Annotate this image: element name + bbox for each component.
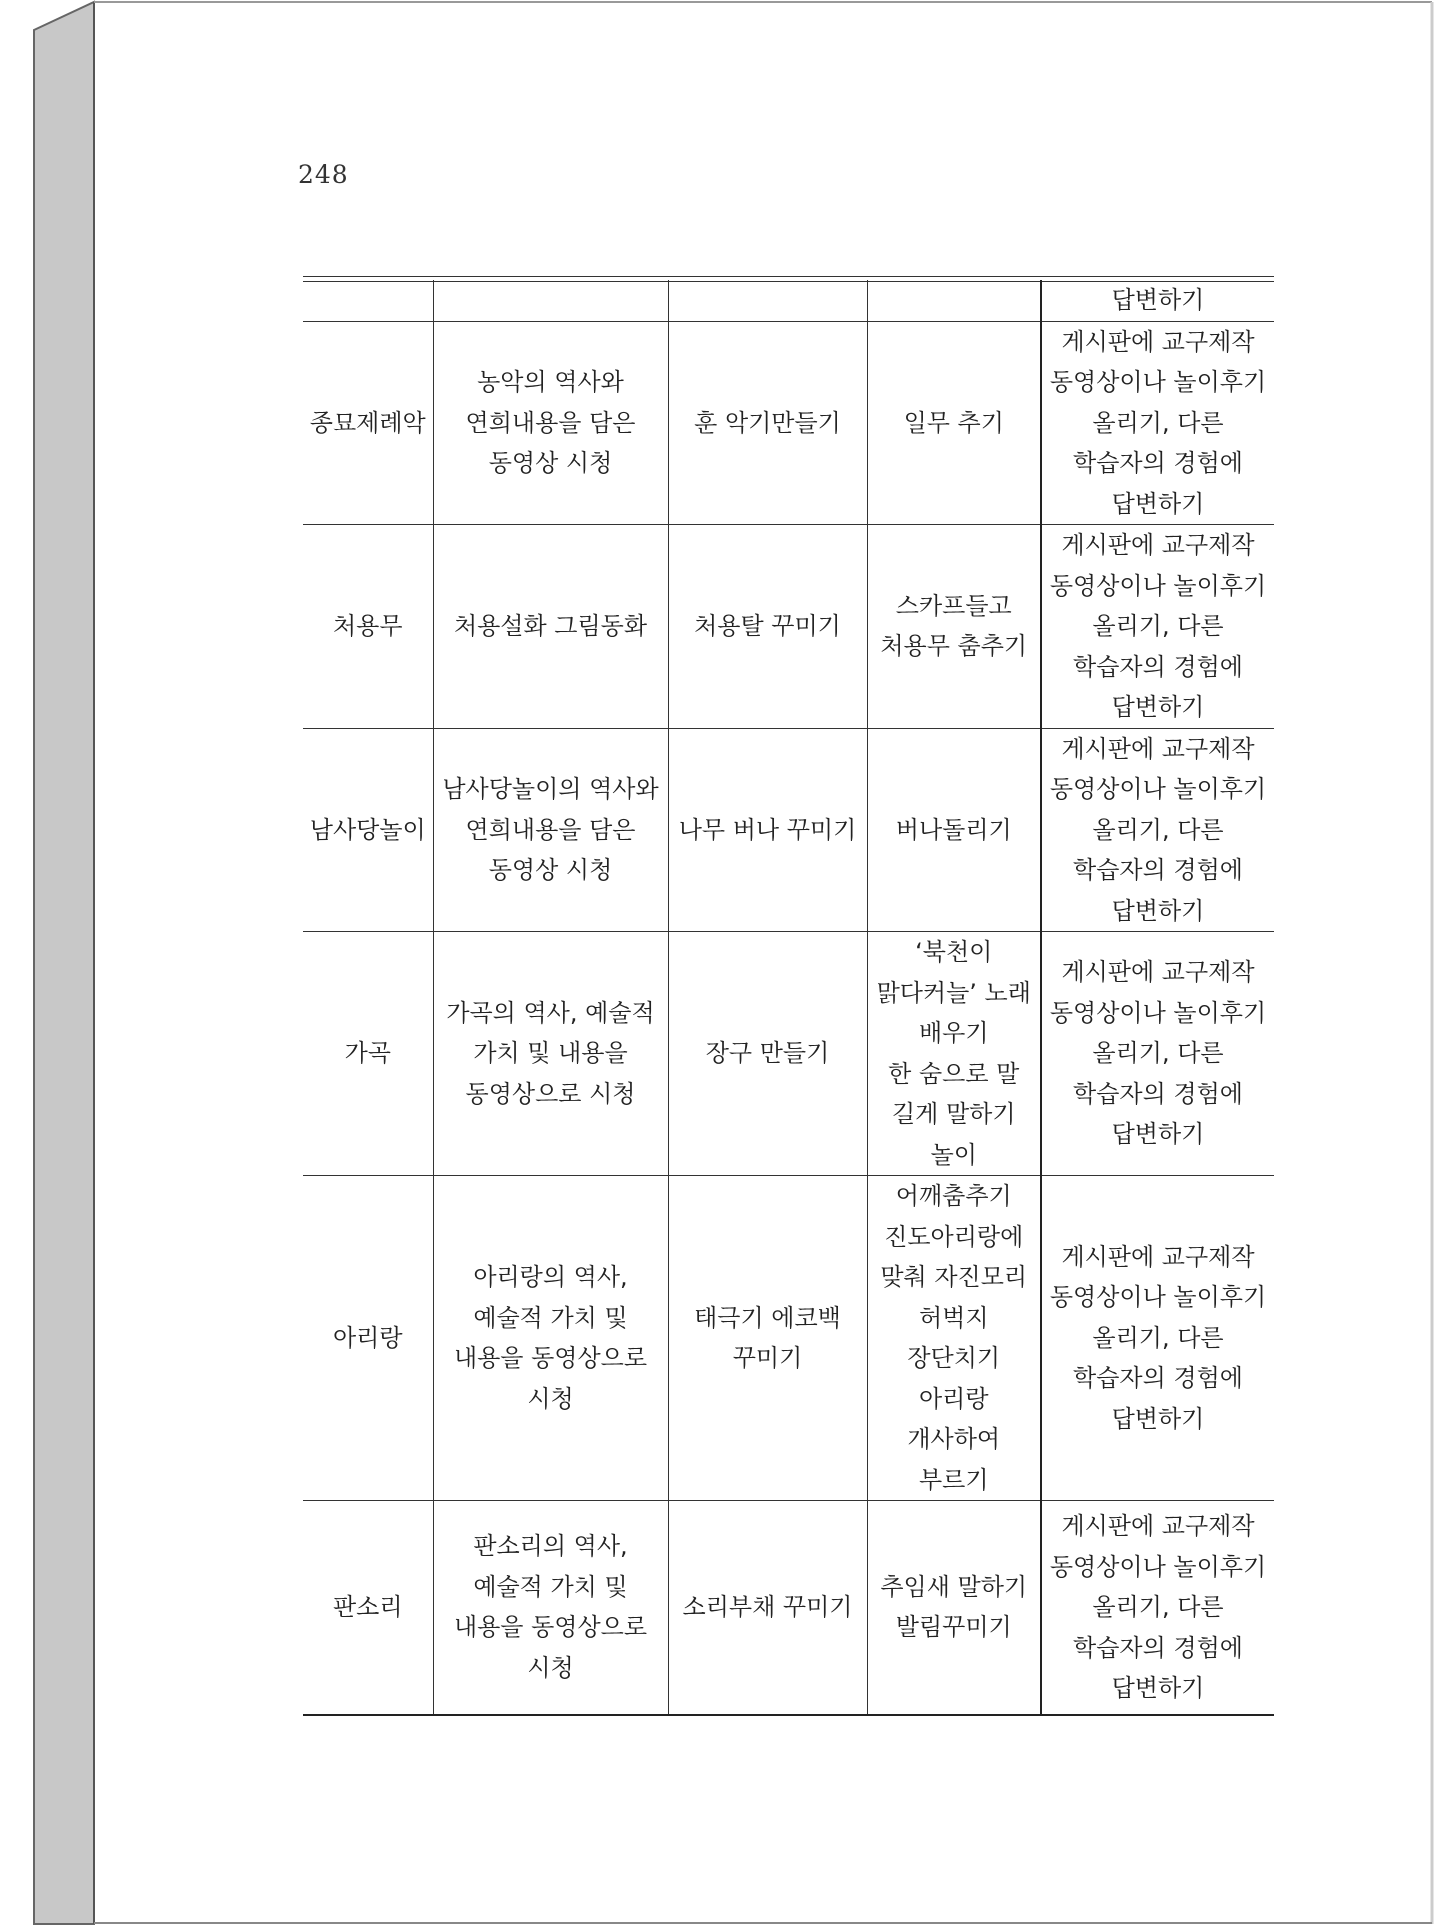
table-row xyxy=(303,1176,1274,1501)
heritage-name-cell xyxy=(303,280,433,321)
heritage-name-cell: 남사당놀이 xyxy=(303,728,433,932)
video-cell: 가곡의 역사, 예술적 가치 및 내용을 동영상으로 시청 xyxy=(433,932,668,1176)
craft-cell: 처용탈 꾸미기 xyxy=(668,525,867,729)
activity-cell: 추임새 말하기 발림꾸미기 xyxy=(867,1501,1041,1715)
video-cell: 남사당놀이의 역사와 연희내용을 담은 동영상 시청 xyxy=(433,728,668,932)
board-cell: 게시판에 교구제작 동영상이나 놀이후기 올리기, 다른 학습자의 경험에 답변하기 xyxy=(1041,728,1274,932)
craft-cell: 나무 버나 꾸미기 xyxy=(668,728,867,932)
heritage-name-cell: 가곡 xyxy=(303,932,433,1176)
craft-cell: 장구 만들기 xyxy=(668,932,867,1176)
heritage-name-cell: 아리랑 xyxy=(303,1176,433,1501)
table-row xyxy=(303,728,1274,932)
table-row xyxy=(303,280,1274,321)
heritage-name-cell: 처용무 xyxy=(303,525,433,729)
craft-cell: 소리부채 꾸미기 xyxy=(668,1501,867,1715)
table-row xyxy=(303,525,1274,729)
board-cell: 게시판에 교구제작 동영상이나 놀이후기 올리기, 다른 학습자의 경험에 답변하기 xyxy=(1041,932,1274,1176)
activity-cell: ‘북천이 맑다커늘’ 노래 배우기 한 숨으로 말 길게 말하기 놀이 xyxy=(867,932,1041,1176)
board-cell: 게시판에 교구제작 동영상이나 놀이후기 올리기, 다른 학습자의 경험에 답변하기 xyxy=(1041,321,1274,525)
board-cell: 게시판에 교구제작 동영상이나 놀이후기 올리기, 다른 학습자의 경험에 답변하기 xyxy=(1041,1501,1274,1715)
video-cell: 처용설화 그림동화 xyxy=(433,525,668,729)
video-cell: 판소리의 역사, 예술적 가치 및 내용을 동영상으로 시청 xyxy=(433,1501,668,1715)
activity-cell: 버나돌리기 xyxy=(867,728,1041,932)
video-cell: 농악의 역사와 연희내용을 담은 동영상 시청 xyxy=(433,321,668,525)
table-row xyxy=(303,321,1274,525)
activity-cell: 어깨춤추기 진도아리랑에 맞춰 자진모리 허벅지 장단치기 아리랑 개사하여 부르기 xyxy=(867,1176,1041,1501)
video-cell xyxy=(433,280,668,321)
board-cell: 게시판에 교구제작 동영상이나 놀이후기 올리기, 다른 학습자의 경험에 답변하기 xyxy=(1041,525,1274,729)
heritage-name-cell: 종묘제례악 xyxy=(303,321,433,525)
activity-table xyxy=(303,280,1274,1716)
craft-cell xyxy=(668,280,867,321)
board-cell: 답변하기 xyxy=(1041,280,1274,321)
table-row xyxy=(303,932,1274,1176)
craft-cell: 태극기 에코백 꾸미기 xyxy=(668,1176,867,1501)
page-number: 248 xyxy=(298,160,349,189)
activity-cell: 일무 추기 xyxy=(867,321,1041,525)
heritage-name-cell: 판소리 xyxy=(303,1501,433,1715)
table-row xyxy=(303,1501,1274,1715)
activity-cell: 스카프들고 처용무 춤추기 xyxy=(867,525,1041,729)
board-cell: 게시판에 교구제작 동영상이나 놀이후기 올리기, 다른 학습자의 경험에 답변하기 xyxy=(1041,1176,1274,1501)
video-cell: 아리랑의 역사, 예술적 가치 및 내용을 동영상으로 시청 xyxy=(433,1176,668,1501)
craft-cell: 훈 악기만들기 xyxy=(668,321,867,525)
table-top-rule xyxy=(303,276,1274,277)
activity-cell xyxy=(867,280,1041,321)
